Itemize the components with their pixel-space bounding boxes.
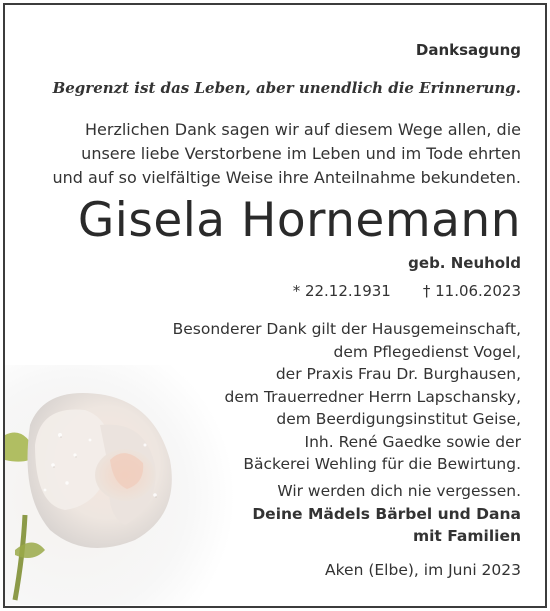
obituary-card	[3, 3, 547, 608]
life-dates	[293, 282, 521, 300]
special-thanks-line: Inh. René Gaedke sowie der	[304, 432, 521, 451]
place-date: Aken (Elbe), im Juni 2023	[325, 561, 521, 579]
special-thanks-line: dem Pflegedienst Vogel,	[333, 342, 521, 361]
signature-line: Deine Mädels Bärbel und Dana	[252, 504, 521, 523]
thanks-line: Herzlichen Dank sagen wir auf diesem Wege allen, die	[85, 120, 521, 139]
special-thanks-paragraph	[173, 318, 521, 476]
birth-date: * 22.12.1931	[292, 282, 391, 300]
closing-block	[252, 480, 521, 548]
special-thanks-line: dem Beerdigungsinstitut Geise,	[276, 410, 521, 428]
special-thanks-line: Bäckerei Wehling für die Bewirtung.	[243, 455, 521, 473]
closing-line: Wir werden dich nie vergessen.	[277, 482, 521, 500]
heading-danksagung: Danksagung	[415, 41, 521, 59]
deceased-name: Gisela Hornemann	[77, 193, 521, 248]
signature-line: mit Familien	[412, 527, 521, 545]
thanks-line: und auf so vielfältige Weise ihre Anteilnahme bekundeten.	[52, 168, 521, 187]
birth-name: geb. Neuhold	[408, 254, 521, 272]
special-thanks-line: Besonderer Dank gilt der Hausgemeinschaft,	[172, 320, 521, 338]
death-date: † 11.06.2023	[422, 282, 521, 300]
thanks-line: unsere liebe Verstorbene im Leben und im Tode ehrten	[81, 144, 521, 163]
motto-quote: Begrenzt ist das Leben, aber unendlich die Erinnerung.	[52, 79, 521, 97]
special-thanks-line: dem Trauerredner Herrn Lapschansky,	[224, 387, 521, 406]
special-thanks-line: der Praxis Frau Dr. Burghausen,	[275, 365, 521, 383]
thanks-paragraph	[52, 118, 521, 190]
